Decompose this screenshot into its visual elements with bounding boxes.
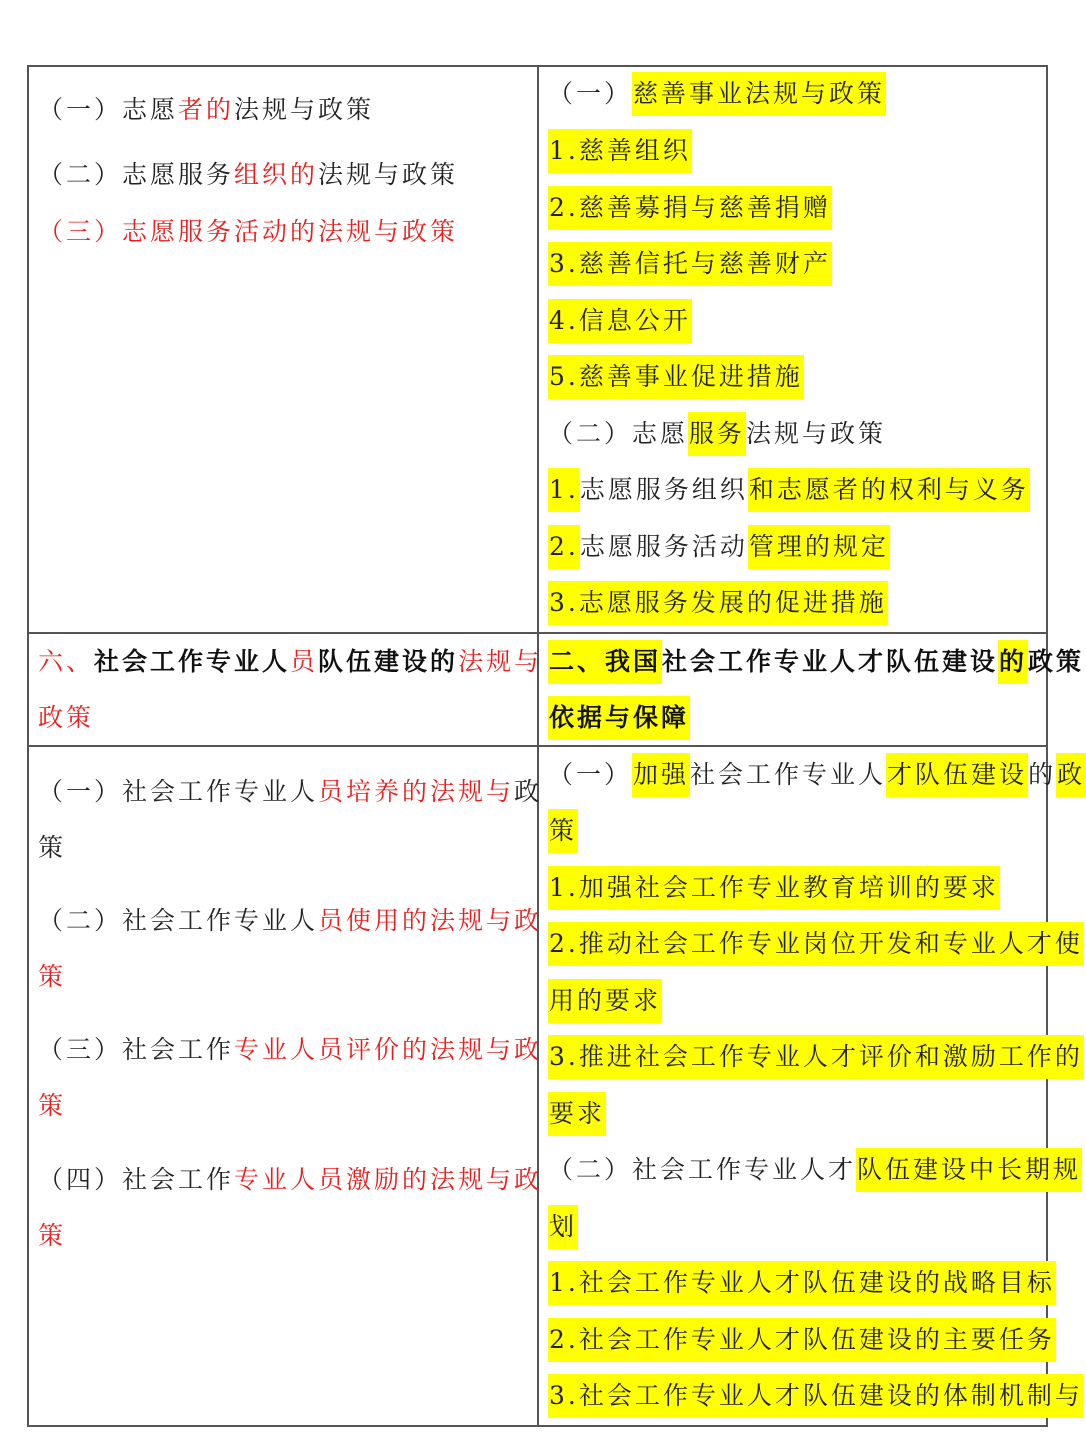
cell-right-line	[548, 753, 1086, 797]
text-segment: 专业人员评价的法规与政	[234, 1035, 543, 1064]
cell-left-line	[38, 1028, 542, 1072]
row-divider	[27, 745, 1048, 747]
cell-left-line	[38, 88, 374, 132]
cell-right-line	[548, 922, 1084, 966]
cell-right-line	[548, 979, 662, 1023]
text-segment: 社会工作专业人	[690, 760, 887, 789]
cell-right-line	[548, 242, 832, 286]
text-segment: 政	[514, 777, 543, 806]
text-segment: 法规与政策	[746, 419, 887, 448]
text-segment: 的	[998, 640, 1028, 684]
text-segment: 5.慈善事业促进措施	[548, 355, 804, 399]
cell-right-line	[548, 1092, 606, 1136]
cell-right-line	[548, 1205, 578, 1249]
cell-right-line	[548, 525, 890, 569]
text-segment: 社会工作专业人	[94, 647, 291, 676]
text-segment: 政	[1056, 753, 1086, 797]
cell-left-line	[38, 955, 66, 999]
text-segment: 加强	[632, 753, 690, 797]
text-segment: 2.	[548, 525, 580, 569]
text-segment: （三）社会工作	[38, 1035, 235, 1064]
text-segment: 依据与保障	[548, 696, 690, 740]
text-segment: （一）社会工作专业人	[38, 777, 319, 806]
text-segment: （二）社会工作专业人才	[548, 1155, 857, 1184]
text-segment: 志愿服务组织	[579, 475, 748, 504]
text-segment: 2.慈善募捐与慈善捐赠	[548, 186, 832, 230]
text-segment: 队伍建设中长期规	[856, 1148, 1082, 1192]
text-segment: 员培养的法规与	[318, 777, 515, 806]
cell-left-line	[38, 696, 94, 740]
text-segment: （一）	[548, 760, 633, 789]
cell-right-line	[548, 809, 578, 853]
text-segment: 策	[38, 962, 67, 991]
text-segment: 1.	[548, 468, 580, 512]
cell-left-line	[38, 899, 542, 943]
text-segment: （三）志愿服务活动的法规与政策	[38, 217, 459, 246]
text-segment: 1.社会工作专业人才队伍建设的战略目标	[548, 1261, 1056, 1305]
text-segment: 策	[38, 1221, 67, 1250]
cell-left-line	[38, 1214, 66, 1258]
text-segment: 4.信息公开	[548, 299, 692, 343]
text-segment: 政策	[38, 703, 95, 732]
text-segment: 法规与	[458, 647, 543, 676]
cell-right-line	[548, 866, 1000, 910]
text-segment: 员	[290, 647, 319, 676]
text-segment: 的	[1028, 760, 1057, 789]
cell-left-line	[38, 1158, 542, 1202]
text-segment: 慈善事业法规与政策	[632, 72, 886, 116]
cell-right-line	[548, 1035, 1084, 1079]
text-segment: 队伍建设的	[318, 647, 459, 676]
text-segment: 2.推动社会工作专业岗位开发和专业人才使	[548, 922, 1084, 966]
text-segment: 法规与政策	[234, 95, 375, 124]
text-segment: 六、	[38, 647, 95, 676]
cell-right-line	[548, 299, 692, 343]
text-segment: 用的要求	[548, 979, 662, 1023]
cell-left-line	[38, 210, 458, 254]
cell-left-line	[38, 770, 542, 814]
text-segment: 3.志愿服务发展的促进措施	[548, 581, 888, 625]
cell-left-line	[38, 640, 542, 684]
text-segment: 政策	[1028, 647, 1085, 676]
text-segment: 志愿服务活动	[579, 532, 748, 561]
cell-right-line	[548, 355, 804, 399]
cell-right-line	[548, 1318, 1056, 1362]
text-segment: 服务	[688, 412, 746, 456]
text-segment: 3.社会工作专业人才队伍建设的体制机制与	[548, 1374, 1084, 1418]
text-segment: 组织的	[234, 160, 319, 189]
cell-right-line	[548, 696, 690, 740]
text-segment: 社会工作专业人才队伍建设	[662, 647, 999, 676]
text-segment: 策	[548, 809, 578, 853]
text-segment: （一）志愿	[38, 95, 179, 124]
text-segment: 2.社会工作专业人才队伍建设的主要任务	[548, 1318, 1056, 1362]
text-segment: 划	[548, 1205, 578, 1249]
text-segment: 者的	[178, 95, 235, 124]
cell-left-line	[38, 826, 66, 870]
text-segment: （四）社会工作	[38, 1165, 235, 1194]
cell-right-line	[548, 1261, 1056, 1305]
text-segment: 二、我国	[548, 640, 662, 684]
text-segment: 和志愿者的权利与义务	[748, 468, 1030, 512]
text-segment: （一）	[548, 79, 633, 108]
cell-right-line	[548, 412, 886, 456]
text-segment: （二）志愿	[548, 419, 689, 448]
row-divider	[27, 632, 1048, 634]
text-segment: 专业人员激励的法规与政	[234, 1165, 543, 1194]
text-segment: 才队伍建设	[886, 753, 1028, 797]
text-segment: 1.加强社会工作专业教育培训的要求	[548, 866, 1000, 910]
text-segment: 要求	[548, 1092, 606, 1136]
cell-left-line	[38, 1084, 66, 1128]
cell-right-line	[548, 581, 888, 625]
cell-right-line	[548, 640, 1084, 684]
cell-right-line	[548, 72, 886, 116]
text-segment: 策	[38, 833, 67, 862]
text-segment: 1.慈善组织	[548, 129, 692, 173]
cell-right-line	[548, 129, 692, 173]
text-segment: 3.推进社会工作专业人才评价和激励工作的	[548, 1035, 1084, 1079]
text-segment: 策	[38, 1091, 67, 1120]
text-segment: （二）志愿服务	[38, 160, 235, 189]
text-segment: （二）社会工作专业人	[38, 906, 319, 935]
cell-right-line	[548, 1374, 1084, 1418]
text-segment: 3.慈善信托与慈善财产	[548, 242, 832, 286]
cell-right-line	[548, 1148, 1082, 1192]
text-segment: 管理的规定	[748, 525, 890, 569]
text-segment: 员使用的法规与政	[318, 906, 543, 935]
cell-left-line	[38, 153, 458, 197]
text-segment: 法规与政策	[318, 160, 459, 189]
cell-right-line	[548, 468, 1030, 512]
cell-right-line	[548, 186, 832, 230]
